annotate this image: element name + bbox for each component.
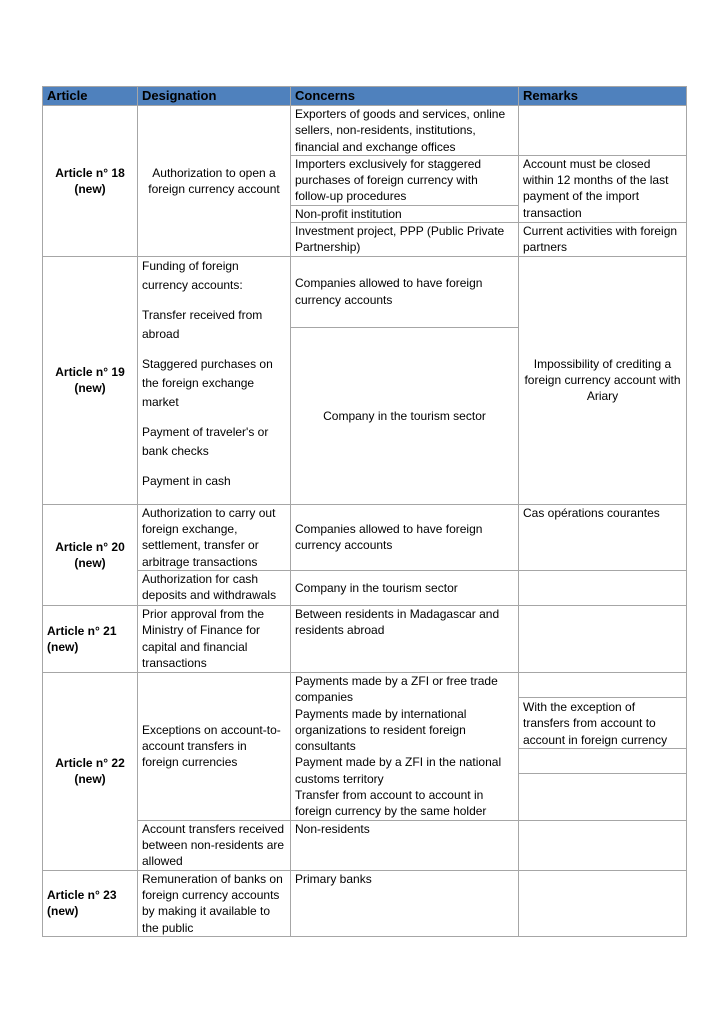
article-19-cell: Article n° 19 (new)	[43, 256, 138, 504]
designation-18-cell: Authorization to open a foreign currency account	[138, 106, 291, 257]
remark-cell: Account must be closed within 12 months of the last payment of the import transaction	[519, 155, 687, 222]
remark-cell-empty	[519, 106, 687, 156]
table-row	[43, 870, 687, 936]
remark-cell: With the exception of transfers from account to account in foreign currency	[519, 698, 686, 749]
document-page	[42, 86, 686, 937]
concern-cell: Non-residents	[291, 820, 519, 870]
concern-cell	[291, 672, 519, 820]
header-remarks: Remarks	[519, 87, 687, 106]
remark-cell-empty	[519, 570, 687, 605]
concern-line: Payments made by a ZFI or free trade companies	[295, 673, 498, 705]
table-row	[43, 605, 687, 672]
concern-cell: Companies allowed to have foreign currency accounts	[291, 504, 519, 570]
remark-stack	[519, 672, 687, 820]
designation-line: Funding of foreign currency accounts:	[142, 258, 243, 292]
designation-cell: Authorization to carry out foreign exchange, settlement, transfer or arbitrage transactions	[138, 504, 291, 570]
designation-cell: Authorization for cash deposits and withdrawals	[138, 570, 291, 605]
table-header-row	[43, 87, 687, 106]
concern-cell: Companies allowed to have foreign currency accounts	[291, 256, 519, 327]
remark-cell-empty	[519, 605, 687, 672]
table-row	[43, 820, 687, 870]
concern-cell: Primary banks	[291, 870, 519, 936]
concern-cell: Between residents in Madagascar and residents abroad	[291, 605, 519, 672]
remark-cell-empty	[519, 820, 687, 870]
remark-cell: Cas opérations courantes	[519, 504, 687, 570]
designation-19-cell	[138, 256, 291, 504]
article-23-cell: Article n° 23 (new)	[43, 870, 138, 936]
table-row	[43, 672, 687, 820]
remark-cell: Impossibility of crediting a foreign currency account with Ariary	[519, 256, 687, 504]
concern-cell: Non-profit institution	[291, 205, 519, 222]
table-row	[43, 256, 687, 327]
concern-cell: Company in the tourism sector	[291, 327, 519, 504]
foreign-exchange-articles-table	[42, 86, 687, 937]
header-designation: Designation	[138, 87, 291, 106]
designation-cell: Exceptions on account-to-account transfers in foreign currencies	[138, 672, 291, 820]
concern-cell: Company in the tourism sector	[291, 570, 519, 605]
designation-line: Staggered purchases on the foreign exchange market	[142, 356, 273, 409]
article-22-cell: Article n° 22 (new)	[43, 672, 138, 870]
concern-cell: Importers exclusively for staggered purchases of foreign currency with follow-up procedures	[291, 155, 519, 205]
concern-cell: Investment project, PPP (Public Private Partnership)	[291, 223, 519, 257]
remark-sub-empty	[519, 673, 686, 698]
remark-cell: Current activities with foreign partners	[519, 223, 687, 257]
designation-cell: Prior approval from the Ministry of Finance for capital and financial transactions	[138, 605, 291, 672]
header-concerns: Concerns	[291, 87, 519, 106]
concern-line: Payments made by international organizations to resident foreign consultants	[295, 706, 467, 754]
designation-line: Transfer received from abroad	[142, 307, 263, 341]
article-21-cell: Article n° 21 (new)	[43, 605, 138, 672]
designation-cell: Remuneration of banks on foreign currency accounts by making it available to the public	[138, 870, 291, 936]
remark-cell-empty	[519, 870, 687, 936]
remark-sub-empty	[519, 749, 686, 774]
header-article: Article	[43, 87, 138, 106]
article-20-cell: Article n° 20 (new)	[43, 504, 138, 605]
concern-line: Payment made by a ZFI in the national customs territory	[295, 755, 502, 786]
designation-line: Payment of traveler's or bank checks	[142, 424, 269, 458]
table-row	[43, 504, 687, 570]
designation-cell: Account transfers received between non-residents are allowed	[138, 820, 291, 870]
table-row	[43, 570, 687, 605]
concern-cell: Exporters of goods and services, online sellers, non-residents, institutions, financial and exchange offices	[291, 106, 519, 156]
designation-line: Payment in cash	[142, 473, 231, 488]
table-row	[43, 106, 687, 156]
article-18-cell: Article n° 18 (new)	[43, 106, 138, 257]
concern-line: Transfer from account to account in foreign currency by the same holder	[295, 788, 487, 819]
